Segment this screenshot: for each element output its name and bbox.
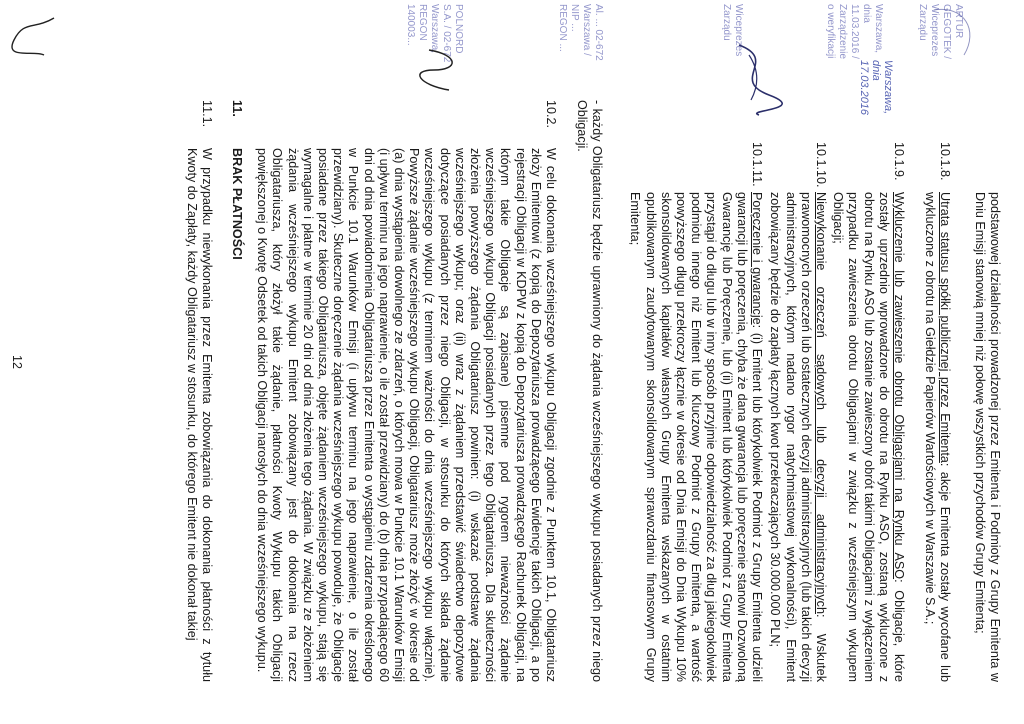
stamp-verification bbox=[824, 4, 884, 64]
item-number: 10.1.8. bbox=[938, 142, 952, 181]
item-10-1-9 bbox=[830, 192, 906, 682]
paragraph-11-1: W przypadku niewykonania przez Emitenta zobowiązania do dokonania płatności z tytułu Kwoty do Zapłaty, każdy Obligatariusz w stosunku, do którego Emitent nie dokonał takiej bbox=[184, 148, 214, 682]
item-title: Niewykonanie orzeczeń sądowych lub decyzji administracyjnych bbox=[814, 192, 828, 614]
stamp-text: Al. ... 02-672 Warszawa / NIP ... REGON ... bbox=[557, 4, 604, 61]
signature-scribble bbox=[719, 40, 789, 120]
intro-paragraph: podstawowej działalności prowadzonej przez Emitenta i Podmioty z Grupy Emitenta w Dniu Emisji stanowią mniej niż połowę wszystkich przychodów Grupy Emitenta; bbox=[972, 192, 1002, 682]
item-title: Utrata statusu spółki publicznej przez Emitenta bbox=[938, 192, 952, 463]
item-title: Poręczenie i gwarancje bbox=[750, 192, 764, 325]
paragraph-number: 10.2. bbox=[544, 100, 558, 129]
paragraph-10-2: W celu dokonania wcześniejszego wykupu Obligacji zgodnie z Punktem 10.1, Obligatariusz złoży Emitentowi (z kopią do Depozytariusza prowadzącego Ewidencję takich Obligacji, a po rejestracji Obligacji w KDPW z kopią do Depozytariusza prowadzącego Rachunek Obligacji, na którym takie Obligacje są zapisane) pisemne pod rygorem nieważności żądanie wcześniejszego wykupu Obligacji posiadanych przez tego Obligatariusza. Dla skuteczności złożenia powyższego żądania Obligatariusz powinien: (i) wskazać podstawę żądania wcześniejszego wykupu; oraz (ii) wraz z żądaniem przedstawić świadectwo depozytowe dotyczące posiadanych przez niego Obligacji, w stosunku do których składa żądanie wcześniejszego wykupu (z terminem ważności do dnia wcześniejszego wykupu włącznie). Powyższe żądanie wcześniejszego wykupu Obligacji, Obligatariusz może złożyć w okresie od (a) dnia wystąpienia dowolnego ze zdarzeń, o których mowa w Punkcie 10.1 Warunków Emisji (i upływu terminu na jego naprawienie, o ile został przewidziany) do (b) dnia przypadającego 60 dni od dnia powiadomienia Obligatariusza przez Emitenta o wystąpieniu zdarzenia określonego w Punkcie 10.1 Warunków Emisji (i upływu terminu na jego naprawienie, o ile został przewidziany). Skuteczne doręczenie żądania wcześniejszego wykupu powoduje, że Obligacje posiadane przez takiego Obligatariusza, objęte żądaniem wcześniejszego wykupu, stają się wymagalne i płatne w terminie 20 dni od dnia złożenia tego żądania. W związku ze złożeniem żądania wcześniejszego wykupu Emitent zobowiązany jest do dokonania na rzecz Obligatariusza, który złożył takie żądanie, płatności Kwoty Wykupu takich Obligacji powiększonej o Kwotę Odsetek od takich Obligacji narosłych do dnia wcześniejszego wykupu. bbox=[255, 148, 558, 682]
signature-corner bbox=[4, 10, 64, 60]
paragraph-number: 11.1. bbox=[200, 100, 214, 128]
item-number: 10.1.11. bbox=[750, 142, 764, 187]
handwritten-date: Warszawa, dnia 17.03.2016 bbox=[858, 60, 894, 116]
item-text: : Obligacje, które zostały uprzednio wprowadzone do obrotu na Rynku ASO, zostaną wykluczone z obrotu na Rynku ASO lub zostanie zawieszony obrót takimi Obligacjami z wyłączeniem przypadku zawieszenia obrotu Obligacjami w związku z wcześniejszym wykupem Obligacji; bbox=[831, 192, 906, 682]
closing-bullet: - każdy Obligatariusz będzie uprawniony do żądania wcześniejszego wykupu posiadanych przez niego Obligacji. bbox=[574, 100, 604, 682]
stamp-address bbox=[556, 4, 604, 64]
item-text: : akcje Emitenta zostały wycofane lub wykluczone z obrotu na Giełdzie Papierów Wartościowych w Warszawie S.A.; bbox=[922, 192, 952, 682]
stamp-text: Warszawa, dnia 11.03.2016 / Zarządzenie o weryfikacji bbox=[825, 4, 884, 60]
item-number: 10.1.10. bbox=[814, 142, 828, 188]
item-number: 10.1.9. bbox=[892, 142, 906, 181]
item-title: Wykluczenie lub zawieszenie obrotu Obligacjami na Rynku ASO bbox=[892, 192, 906, 580]
section-title: BRAK PŁATNOŚCI bbox=[230, 148, 244, 260]
page-number: 12 bbox=[10, 355, 24, 370]
signature-initials bbox=[409, 40, 469, 100]
stamp-text: Wiceprezes Zarządu bbox=[721, 4, 744, 57]
stamp-circle-mark bbox=[924, 0, 984, 70]
stamp-text: POLNORD S.A. / 02-672 Warszawa, REGON 140003... bbox=[405, 4, 464, 63]
item-text: : Wskutek prawomocnych orzeczeń lub ostatecznych decyzji administracyjnych (lub takich decyzji administracyjnych, którym nadano rygor natychmiastowej wykonalności), Emitent zobowiązany będzie do zapłaty łącznych kwot przekraczających 30.000.000 PLN; bbox=[768, 192, 828, 682]
section-number: 11. bbox=[230, 100, 244, 117]
item-10-1-11 bbox=[627, 192, 764, 682]
stamp-text: ARTUR GEGOTEK / Wiceprezes Zarządu bbox=[917, 4, 964, 60]
item-text: : (i) Emitent lub którykolwiek Podmiot z Grupy Emitenta udzieli gwarancji lub poręczenia, chyba że dana gwarancja lub poręczenie stanowi Dozwoloną Gwarancję lub Poręczenie, lub (ii) Emitent lub którykolwiek Podmiot z Grupy Emitenta przystąpi do długu lub w inny sposób przyjmie odpowiedzialność za dług jakiegokolwiek podmiotu innego niż Emitent lub Kluczowy Podmiot z Grupy Emitenta, a wartość powyższego długu przekroczy łącznie w okresie od Dnia Emisji do Dnia Wykupu 10% skonsolidowanych kapitałów własnych Grupy Emitenta wskazanych w ostatnim opublikowanym zaudytowanym skonsolidowanym sprawozdaniu finansowym Grupy Emitenta; bbox=[628, 192, 764, 682]
item-10-1-10 bbox=[767, 192, 828, 682]
item-10-1-8 bbox=[922, 192, 952, 682]
